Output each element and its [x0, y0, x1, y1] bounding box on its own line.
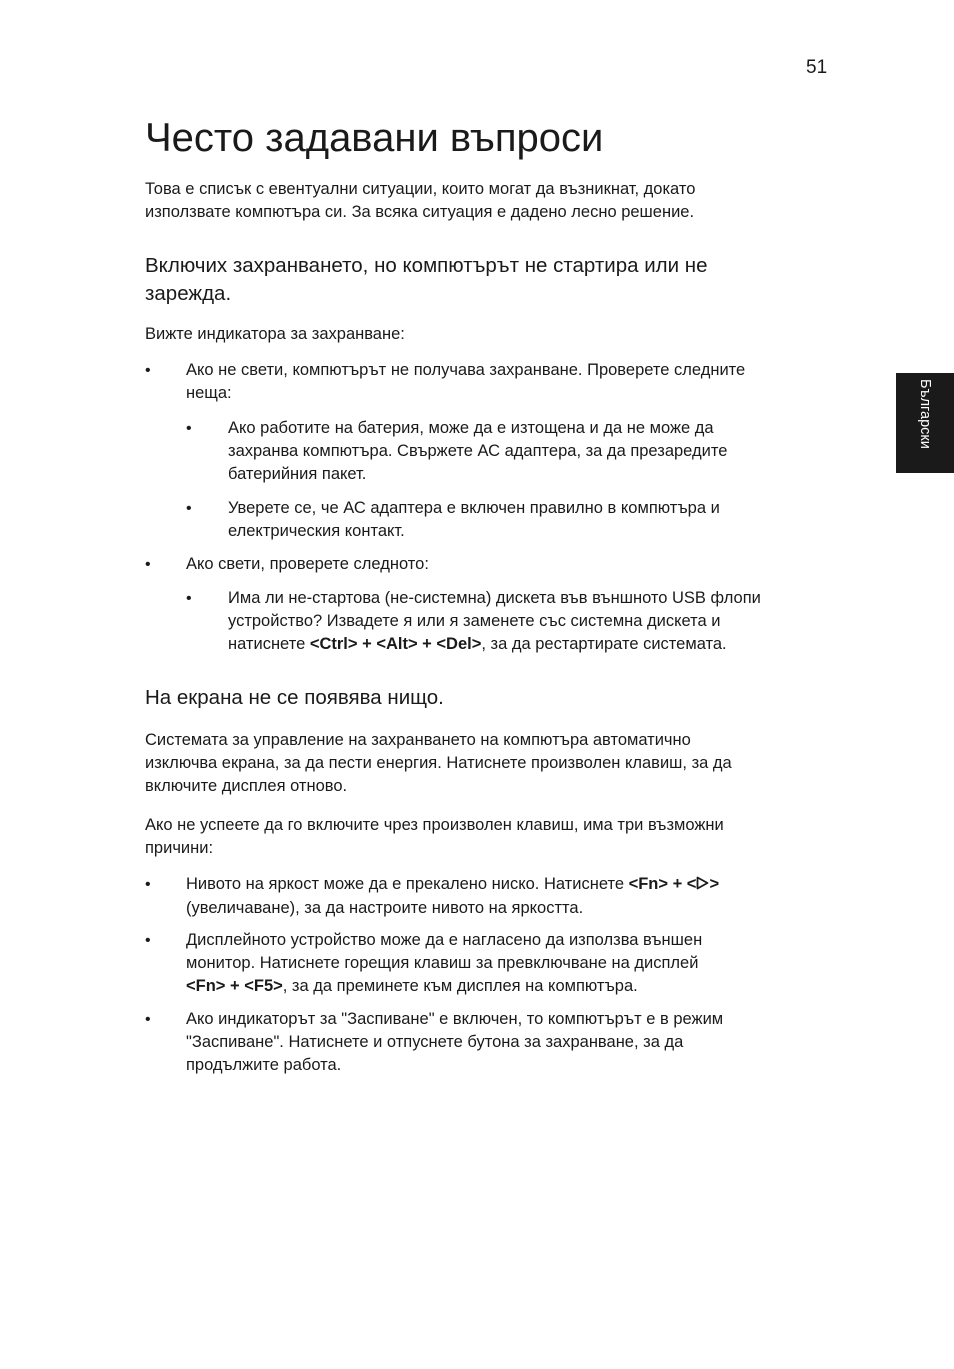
- text-run: , за да преминете към дисплея на компютъра.: [282, 977, 638, 995]
- bullet-marker: •: [145, 556, 151, 573]
- s1-item2-sub1-line-2: устройство? Извадете я или я заменете със системна дискета и: [228, 612, 721, 630]
- s1-item2-sub1-line-3: [228, 633, 727, 657]
- s1-item2-line-1: Ако свети, проверете следното:: [186, 555, 429, 573]
- s1-item1-sub2-line-1: Уверете се, че АС адаптера е включен правилно в компютъра и: [228, 499, 720, 517]
- text-run: Нивото на яркост може да е прекалено ниско. Натиснете: [186, 875, 629, 893]
- s1-item2-sub1-line-1: Има ли не-стартова (не-системна) дискета във външното USB флопи: [228, 589, 761, 607]
- bullet-marker: •: [186, 500, 192, 517]
- bullet-marker: •: [145, 362, 151, 379]
- section2-heading: На екрана не се появява нищо.: [145, 686, 444, 709]
- language-side-tab: [896, 373, 954, 473]
- s1-item1-sub2-line-2: електрическия контакт.: [228, 522, 405, 540]
- s2-item1-line-2: (увеличаване), за да настроите нивото на яркостта.: [186, 899, 584, 917]
- section1-heading-line-1: Включих захранването, но компютърът не стартира или не: [145, 254, 708, 277]
- key-text: <Fn> + <: [628, 875, 697, 893]
- language-tab-label: Български: [917, 379, 933, 449]
- s2-para2-line-1: Ако не успеете да го включите чрез произволен клавиш, има три възможни: [145, 816, 724, 834]
- s2-item2-line-2: монитор. Натиснете горещия клавиш за превключване на дисплей: [186, 954, 699, 972]
- right-triangle-outline-icon: [696, 876, 709, 890]
- page-title: Често задавани въпроси: [145, 116, 604, 160]
- intro-line-1: Това е списък с евентуални ситуации, които могат да възникнат, докато: [145, 180, 696, 198]
- s2-para1-line-3: включите дисплея отново.: [145, 777, 348, 795]
- text-run: натиснете: [228, 635, 310, 653]
- text-run: , за да рестартирате системата.: [481, 635, 727, 653]
- key-text: >: [709, 875, 720, 893]
- bullet-marker: •: [145, 1011, 151, 1028]
- section1-heading-line-2: зарежда.: [145, 282, 232, 305]
- s1-item1-line-2: неща:: [186, 384, 232, 402]
- s2-item1-line-1: [186, 873, 719, 897]
- page-number: 51: [806, 57, 828, 78]
- s2-item2-line-1: Дисплейното устройство може да е нагласено да използва външен: [186, 931, 703, 949]
- s2-para1-line-2: изключва екрана, за да пести енергия. Натиснете произволен клавиш, за да: [145, 754, 732, 772]
- s1-item1-line-1: Ако не свети, компютърът не получава захранване. Проверете следните: [186, 361, 746, 379]
- s1-item1-sub1-line-2: захранва компютъра. Свържете АС адаптера, за да презаредите: [228, 442, 728, 460]
- s2-item3-line-3: продължите работа.: [186, 1056, 342, 1074]
- section1-lead: Вижте индикатора за захранване:: [145, 325, 405, 343]
- s2-item2-line-3: [186, 975, 638, 999]
- s1-item1-sub1-line-3: батерийния пакет.: [228, 465, 367, 483]
- key-combo-fn-f5: <Fn> + <F5>: [186, 977, 283, 995]
- s2-para2-line-2: причини:: [145, 839, 214, 857]
- key-combo-ctrl-alt-del: <Ctrl> + <Alt> + <Del>: [309, 635, 482, 653]
- bullet-marker: •: [145, 876, 151, 893]
- s1-item1-sub1-line-1: Ако работите на батерия, може да е изтощена и да не може да: [228, 419, 714, 437]
- bullet-marker: •: [186, 420, 192, 437]
- bullet-marker: •: [186, 590, 192, 607]
- bullet-marker: •: [145, 932, 151, 949]
- s2-item3-line-2: "Заспиване". Натиснете и отпуснете бутона за захранване, за да: [186, 1033, 684, 1051]
- s2-para1-line-1: Системата за управление на захранването на компютъра автоматично: [145, 731, 691, 749]
- key-combo-fn-brightness: [629, 875, 720, 893]
- intro-line-2: използвате компютъра си. За всяка ситуация е дадено лесно решение.: [145, 203, 695, 221]
- s2-item3-line-1: Ако индикаторът за "Заспиване" е включен, то компютърът е в режим: [186, 1010, 724, 1028]
